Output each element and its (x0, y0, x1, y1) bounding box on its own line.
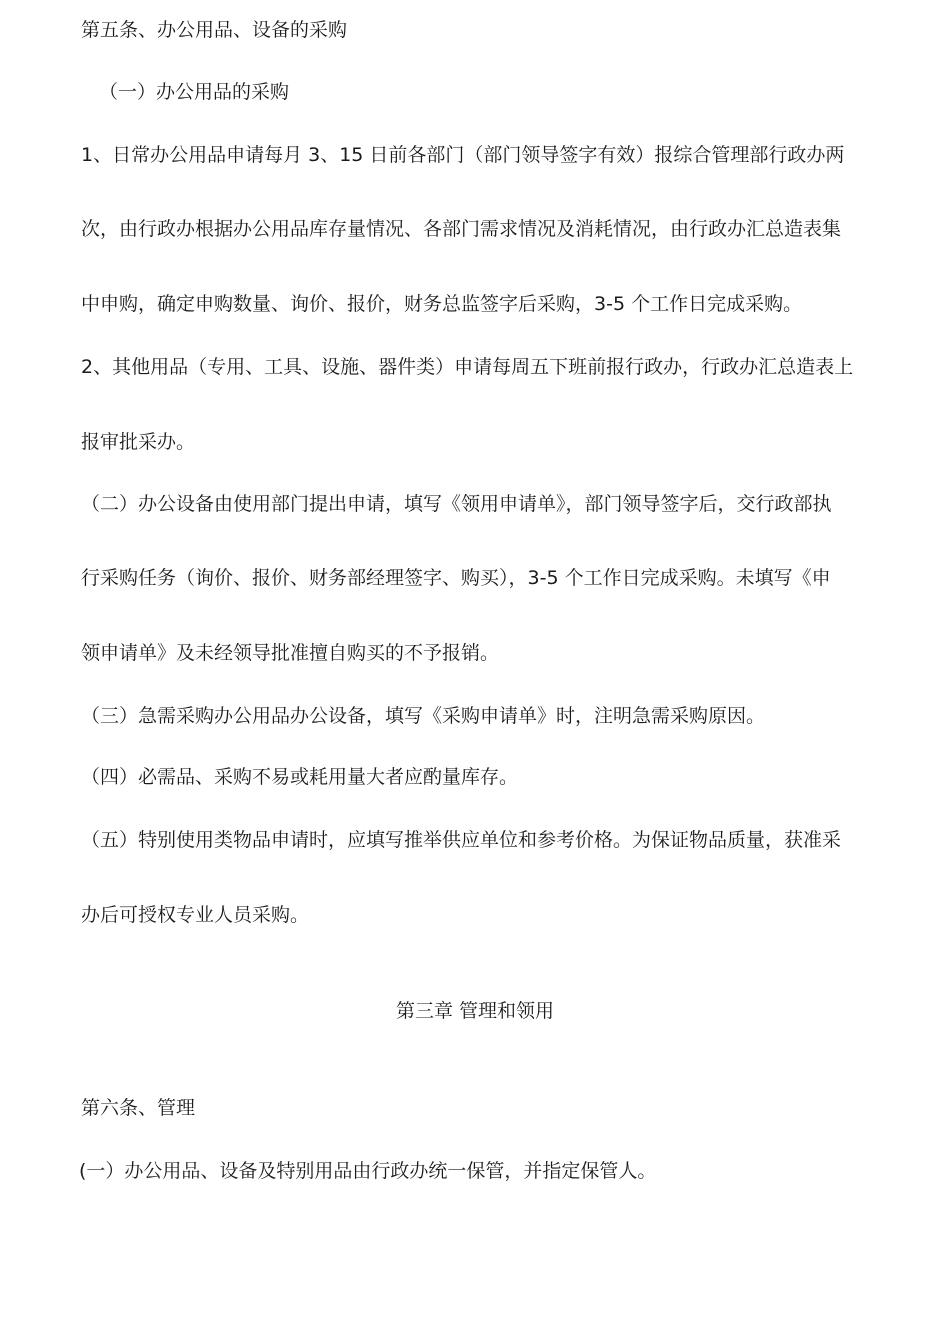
section-1-heading: （一）办公用品的采购 (99, 81, 290, 103)
section-5-line-2: 办后可授权专业人员采购。 (81, 904, 310, 926)
article-6-section-1: (一）办公用品、设备及特别用品由行政办统一保管，并指定保管人。 (79, 1160, 657, 1182)
section-2-line-2: 行采购任务（询价、报价、财务部经理签字、购买），3-5 个工作日完成采购。未填写《申 (81, 567, 831, 589)
chapter-3-title: 第三章 管理和领用 (395, 1000, 555, 1022)
section-3-line: （三）急需采购办公用品办公设备，填写《采购申请单》时，注明急需采购原因。 (81, 705, 766, 727)
item-1-line-3: 中申购，确定申购数量、询价、报价，财务总监签字后采购，3-5 个工作日完成采购。 (81, 293, 803, 315)
section-2-line-3: 领申请单》及未经领导批准擅自购买的不予报销。 (81, 642, 500, 664)
section-5-line-1: （五）特别使用类物品申请时，应填写推举供应单位和参考价格。为保证物品质量，获准采 (81, 829, 842, 851)
item-2-line-1: 2、其他用品（专用、工具、设施、器件类）申请每周五下班前报行政办，行政办汇总造表上 (81, 356, 854, 378)
item-2-line-2: 报审批采办。 (81, 431, 196, 453)
section-4-line: （四）必需品、采购不易或耗用量大者应酌量库存。 (81, 766, 519, 788)
article-5-title: 第五条、办公用品、设备的采购 (81, 19, 348, 41)
section-2-line-1: （二）办公设备由使用部门提出申请，填写《领用申请单》，部门领导签字后，交行政部执 (81, 493, 832, 515)
item-1-line-2: 次，由行政办根据办公用品库存量情况、各部门需求情况及消耗情况，由行政办汇总造表集 (81, 218, 842, 240)
article-6-title: 第六条、管理 (81, 1097, 196, 1119)
item-1-line-1: 1、日常办公用品申请每月 3、15 日前各部门（部门领导签字有效）报综合管理部行政办两 (81, 144, 845, 166)
